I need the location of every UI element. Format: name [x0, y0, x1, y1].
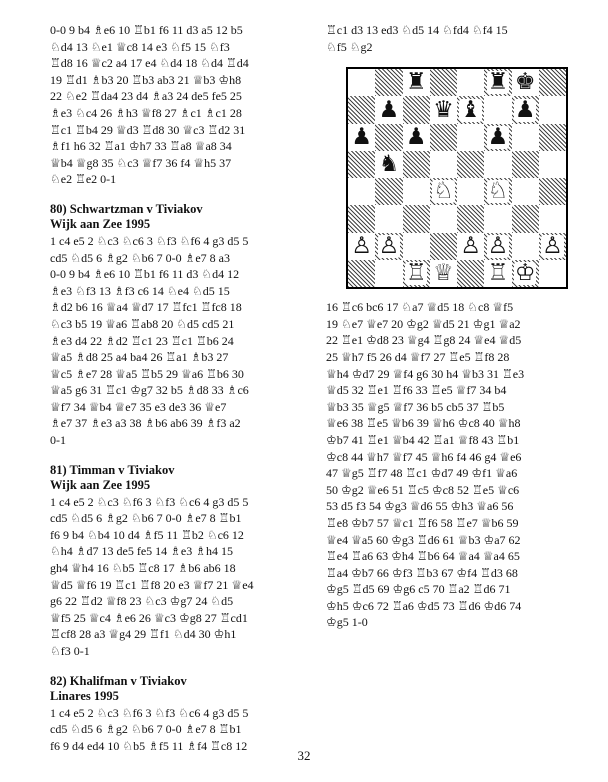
moves-line: ♖a4 ♔b7 66 ♔f3 ♖b3 67 ♔f4 ♖d3 68: [326, 565, 518, 580]
square-d1: [430, 260, 457, 287]
moves-line: ♖c1 d3 13 ed3 ♘d5 14 ♘fd4 ♘f4 15: [326, 23, 508, 37]
square-g6: [512, 124, 539, 151]
moves-line: cd5 ♘d5 6 ♗g2 ♘b6 7 0-0 ♗e7 8 ♖b1: [50, 722, 242, 737]
chess-piece: ♘: [487, 178, 509, 205]
moves-line: ♕f5 25 ♕c4 ♗e6 26 ♕c3 ♔g8 27 ♖cd1: [50, 610, 248, 625]
square-d4: [430, 178, 457, 205]
square-a4: [348, 178, 375, 205]
moves-line: 0-0 9 b4 ♗e6 10 ♖b1 f6 11 d3 ♘d4 12: [50, 267, 240, 282]
square-e5: [457, 151, 484, 178]
chess-piece: ♛: [433, 96, 454, 123]
moves-line: gh4 ♕h4 16 ♘b5 ♖c8 17 ♗b6 ab6 18: [50, 561, 236, 576]
square-f3: [484, 205, 511, 232]
moves-line: 1 c4 e5 2 ♘c3 ♘c6 3 ♘f3 ♘f6 4 g3 d5 5: [50, 233, 249, 248]
square-b4: [375, 178, 402, 205]
chess-piece: ♟: [405, 123, 427, 150]
square-h4: [539, 178, 566, 205]
moves-line: ♖d8 16 ♕c2 a4 17 e4 ♘d4 18 ♘d4 ♖d4: [50, 56, 249, 71]
square-f2: [484, 233, 511, 260]
moves-line: ♘f3 0-1: [50, 644, 90, 658]
moves-line: ♗d2 b6 16 ♕a4 ♕d7 17 ♖fc1 ♖fc8 18: [50, 300, 242, 315]
game-heading-line: Wijk aan Zee 1995: [50, 217, 151, 232]
chess-piece: ♖: [487, 260, 509, 287]
square-a3: [348, 205, 375, 232]
square-b6: [375, 124, 402, 151]
moves-line: ♔g5 1-0: [326, 615, 368, 630]
moves-line: ♕a5 ♗d8 25 a4 ba4 26 ♖a1 ♗b3 27: [50, 350, 229, 365]
square-f6: [484, 124, 511, 151]
square-b5: [375, 151, 402, 178]
moves-line: 47 ♕g5 ♖f7 48 ♖c1 ♔d7 49 ♔f1 ♕a6: [326, 466, 518, 481]
square-g7: [512, 96, 539, 123]
square-e7: [457, 96, 484, 123]
moves-line: ♘d4 13 ♘e1 ♕c8 14 e3 ♘f5 15 ♘f3: [50, 39, 230, 54]
moves-line: ♘c3 b5 19 ♕a6 ♖ab8 20 ♘d5 cd5 21: [50, 316, 235, 331]
moves-line: ♔b7 41 ♖e1 ♕b4 42 ♖a1 ♕f8 43 ♖b1: [326, 432, 520, 447]
game-82-moves-continuation: [326, 22, 596, 55]
game-heading-line: Wijk aan Zee 1995: [50, 478, 151, 493]
square-e1: [457, 260, 484, 287]
square-a5: [348, 151, 375, 178]
moves-line: ♗e3 d4 22 ♗d2 ♖c1 23 ♖c1 ♖b6 24: [50, 333, 234, 348]
moves-line: 0-0 9 b4 ♗e6 10 ♖b1 f6 11 d3 a5 12 b5: [50, 23, 243, 37]
moves-line: 1 c4 e5 2 ♘c3 ♘f6 3 ♘f3 ♘c6 4 g3 d5 5: [50, 494, 249, 509]
moves-line: ♖e4 ♖a6 63 ♔h4 ♖b6 64 ♕a4 ♕a4 65: [326, 549, 520, 564]
square-g2: [512, 233, 539, 260]
moves-line: ♖cf8 28 a3 ♕g4 29 ♖f1 ♘d4 30 ♔h1: [50, 627, 237, 642]
chess-diagram: [346, 67, 568, 289]
square-h2: [539, 233, 566, 260]
moves-line: ♔h5 ♔c6 72 ♖a6 ♔d5 73 ♖d6 ♔d6 74: [326, 598, 522, 613]
square-f8: [484, 69, 511, 96]
game-heading-line: Linares 1995: [50, 689, 119, 704]
chess-piece: ♝: [460, 96, 481, 123]
square-c2: [403, 233, 430, 260]
square-f5: [484, 151, 511, 178]
square-f7: [484, 96, 511, 123]
square-a8: [348, 69, 375, 96]
game-heading-line: 82) Khalifman v Tiviakov: [50, 673, 187, 688]
square-h1: [539, 260, 566, 287]
square-f1: [484, 260, 511, 287]
square-f4: [484, 178, 511, 205]
square-c8: [403, 69, 430, 96]
page-number: 32: [297, 748, 311, 763]
moves-line: 50 ♔g2 ♕e6 51 ♖c5 ♔c8 52 ♖e5 ♕c6: [326, 482, 520, 497]
moves-line: ♕e6 38 ♖e5 ♕b6 39 ♕h6 ♔c8 40 ♕h8: [326, 416, 521, 431]
chess-piece: ♟: [487, 123, 509, 150]
moves-line: ♗e3 ♘f3 13 ♗f3 c6 14 ♘e4 ♘d5 15: [50, 283, 230, 298]
moves-line: ♖c1 ♖b4 29 ♕d3 ♖d8 30 ♕c3 ♖d2 31: [50, 122, 246, 137]
game-heading: [50, 202, 318, 233]
square-a1: [348, 260, 375, 287]
moves-line: cd5 ♘d5 6 ♗g2 ♘b6 7 0-0 ♗e7 8 ♖b1: [50, 511, 242, 526]
moves-line: ♘h4 ♗d7 13 de5 fe5 14 ♗e3 ♗h4 15: [50, 544, 234, 559]
square-g8: [512, 69, 539, 96]
game-82-moves-after-diagram: [326, 299, 596, 631]
square-c5: [403, 151, 430, 178]
right-column: [326, 22, 596, 631]
square-a2: [348, 233, 375, 260]
square-d5: [430, 151, 457, 178]
moves-line: ♕c5 ♗e7 28 ♕a5 ♖b5 29 ♕a6 ♖b6 30: [50, 366, 244, 381]
square-h8: [539, 69, 566, 96]
square-g5: [512, 151, 539, 178]
moves-line: ♕b4 ♕g8 35 ♘c3 ♕f7 36 f4 ♕h5 37: [50, 155, 232, 170]
moves-line: ♕e4 ♕a5 60 ♔g3 ♖d6 61 ♕b3 ♔a7 62: [326, 532, 521, 547]
moves-line: ♕h4 ♔d7 29 ♕f4 g6 30 h4 ♕b3 31 ♖e3: [326, 366, 525, 381]
chess-board: [348, 69, 566, 287]
game-heading: [50, 674, 318, 705]
square-h7: [539, 96, 566, 123]
square-e4: [457, 178, 484, 205]
moves-line: ♕b3 35 ♕g5 ♕f7 36 b5 cb5 37 ♖b5: [326, 399, 505, 414]
moves-line: 0-1: [50, 433, 66, 448]
chess-piece: ♟: [514, 96, 536, 123]
chess-piece: ♚: [514, 69, 536, 96]
game-moves: [50, 233, 318, 449]
game-79-moves-continuation: [50, 22, 318, 188]
moves-line: f6 9 b4 ♘b4 10 d4 ♗f5 11 ♖b2 ♘c6 12: [50, 527, 244, 542]
chess-piece: ♞: [378, 151, 400, 178]
square-c3: [403, 205, 430, 232]
chess-piece: ♙: [351, 232, 372, 259]
square-h5: [539, 151, 566, 178]
moves-line: ♔g5 ♖d5 69 ♔g6 c5 70 ♖a2 ♖d6 71: [326, 582, 511, 597]
square-d8: [430, 69, 457, 96]
moves-line: 19 ♖d1 ♗b3 20 ♖b3 ab3 21 ♕b3 ♔h8: [50, 72, 242, 87]
moves-line: ♕d5 32 ♖e1 ♖f6 33 ♖e5 ♕f7 34 b4: [326, 383, 507, 398]
moves-line: ♗e3 ♘c4 26 ♗h3 ♕f8 27 ♗c1 ♗c1 28: [50, 105, 242, 120]
square-g3: [512, 205, 539, 232]
moves-line: cd5 ♘d5 6 ♗g2 ♘b6 7 0-0 ♗e7 8 a3: [50, 250, 231, 265]
square-b1: [375, 260, 402, 287]
game-heading-line: 81) Timman v Tiviakov: [50, 462, 175, 477]
moves-line: ♕a5 g6 31 ♖c1 ♔g7 32 b5 ♗d8 33 ♗c6: [50, 383, 249, 398]
square-d2: [430, 233, 457, 260]
moves-line: 53 d5 f3 54 ♔g3 ♕d6 55 ♔h3 ♕a6 56: [326, 499, 514, 514]
chess-piece: ♘: [433, 178, 454, 205]
moves-line: 16 ♖c6 bc6 17 ♘a7 ♕d5 18 ♘c8 ♕f5: [326, 300, 514, 315]
moves-line: 22 ♘e2 ♖da4 23 d4 ♗a3 24 de5 fe5 25: [50, 89, 242, 104]
moves-line: ♔c8 44 ♕h7 ♕f7 45 ♕h6 f4 46 g4 ♕e6: [326, 449, 522, 464]
moves-line: ♗e7 37 ♗e3 a3 38 ♗b6 ab6 39 ♗f3 a2: [50, 416, 241, 431]
game-heading-line: 80) Schwartzman v Tiviakov: [50, 201, 203, 216]
moves-line: ♘f5 ♘g2: [326, 39, 373, 54]
square-e2: [457, 233, 484, 260]
moves-line: 19 ♘e7 ♕e7 20 ♔g2 ♕d5 21 ♔g1 ♕a2: [326, 316, 521, 331]
square-e3: [457, 205, 484, 232]
chess-piece: ♔: [514, 260, 536, 287]
square-a7: [348, 96, 375, 123]
moves-line: ♗f1 h6 32 ♖a1 ♔h7 33 ♖a8 ♕a8 34: [50, 139, 232, 154]
chess-piece: ♙: [460, 232, 481, 259]
square-b7: [375, 96, 402, 123]
square-h6: [539, 124, 566, 151]
square-g4: [512, 178, 539, 205]
square-c6: [403, 124, 430, 151]
chess-piece: ♜: [405, 69, 427, 96]
game-moves: [50, 494, 318, 660]
square-b3: [375, 205, 402, 232]
left-column: [50, 22, 318, 754]
chess-piece: ♟: [351, 123, 372, 150]
moves-line: g6 22 ♖d2 ♕f8 23 ♘c3 ♔g7 24 ♘d5: [50, 594, 234, 609]
square-e6: [457, 124, 484, 151]
moves-line: ♕d5 ♕f6 19 ♖c1 ♖f8 20 e3 ♕f7 21 ♕e4: [50, 577, 254, 592]
moves-line: f6 9 d4 ed4 10 ♘b5 ♗f5 11 ♗f4 ♖c8 12: [50, 738, 248, 753]
chess-piece: ♕: [433, 260, 454, 287]
moves-line: ♕f7 34 ♕b4 ♕e7 35 e3 de3 36 ♕e7: [50, 399, 227, 414]
square-d7: [430, 96, 457, 123]
square-a6: [348, 124, 375, 151]
square-c4: [403, 178, 430, 205]
square-d3: [430, 205, 457, 232]
chess-piece: ♙: [542, 232, 563, 259]
square-b2: [375, 233, 402, 260]
moves-line: ♖e8 ♔b7 57 ♕c1 ♖f6 58 ♖e7 ♕b6 59: [326, 515, 519, 530]
moves-line: ♘e2 ♖e2 0-1: [50, 172, 117, 187]
game-moves: [50, 705, 318, 755]
moves-line: 22 ♖e1 ♔d8 23 ♕g4 ♖g8 24 ♕e4 ♕d5: [326, 333, 522, 348]
game-heading: [50, 463, 318, 494]
moves-line: 1 c4 e5 2 ♘c3 ♘f6 3 ♘f3 ♘c6 4 g3 d5 5: [50, 705, 249, 720]
square-e8: [457, 69, 484, 96]
chess-piece: ♙: [378, 232, 400, 259]
square-d6: [430, 124, 457, 151]
square-c7: [403, 96, 430, 123]
square-g1: [512, 260, 539, 287]
chess-piece: ♙: [487, 232, 509, 259]
chess-piece: ♟: [378, 96, 400, 123]
chess-piece: ♜: [487, 69, 509, 96]
square-h3: [539, 205, 566, 232]
moves-line: 25 ♕h7 f5 26 d4 ♕f7 27 ♖e5 ♖f8 28: [326, 349, 510, 364]
square-c1: [403, 260, 430, 287]
square-b8: [375, 69, 402, 96]
chess-piece: ♖: [405, 260, 427, 287]
